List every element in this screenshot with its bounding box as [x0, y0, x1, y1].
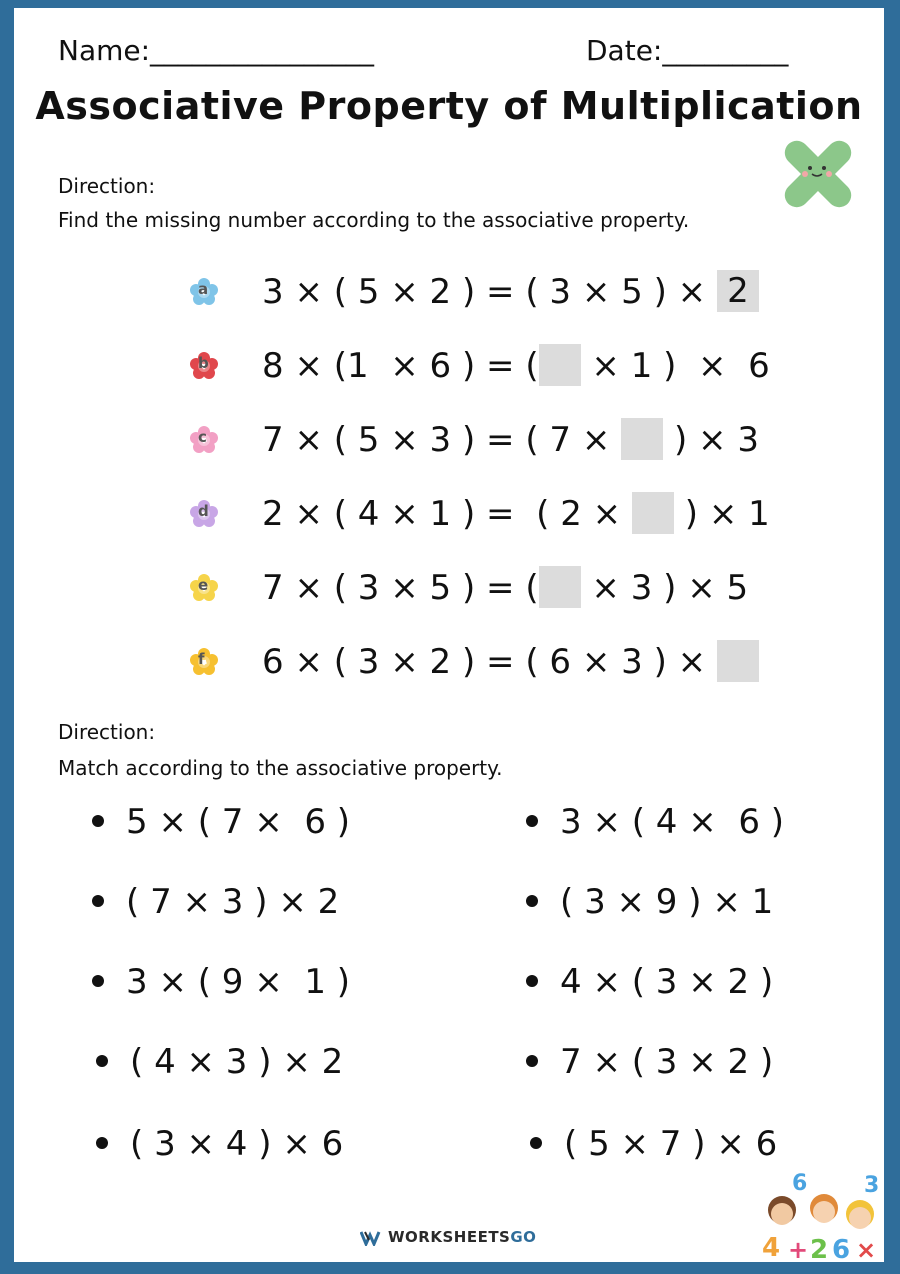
page-title: Associative Property of Multiplication: [35, 84, 863, 128]
equation-e-rest: × 3 ) × 5: [580, 568, 749, 608]
problem-e: [14, 564, 884, 614]
equation-f: [262, 642, 759, 682]
answer-box-d[interactable]: [632, 492, 674, 534]
bullet-dot: [92, 975, 104, 987]
match-left-4-text: ( 4 × 3 ) × 2: [130, 1042, 344, 1082]
problem-d: [14, 490, 884, 540]
svg-text:2: 2: [810, 1235, 829, 1262]
match-left-1-text: 5 × ( 7 × 6 ): [126, 802, 351, 842]
match-right-5-text: ( 5 × 7 ) × 6: [564, 1124, 778, 1164]
logo-brand-suffix: GO: [510, 1228, 537, 1246]
match-left-3-text: 3 × ( 9 × 1 ): [126, 962, 351, 1002]
equation-b: [262, 346, 770, 386]
match-right-4-text: 7 × ( 3 × 2 ): [560, 1042, 774, 1082]
equation-b-text: 8 × (1 × 6 ) = (: [262, 346, 539, 386]
kids-illustration-icon: [752, 1168, 884, 1262]
multiplication-mascot-icon: [772, 128, 864, 224]
logo-brand: WORKSHEETS: [388, 1228, 511, 1246]
svg-text:+: +: [788, 1236, 809, 1262]
instruction-1: Find the missing number according to the associative property.: [58, 208, 690, 232]
problem-f: [14, 638, 884, 688]
problem-letter-d: d: [198, 502, 209, 520]
bullet-dot: [92, 815, 104, 827]
problem-letter-b: b: [198, 354, 209, 372]
bullet-dot: [526, 1055, 538, 1067]
problem-b: [14, 342, 884, 392]
logo-w-icon: [360, 1230, 384, 1246]
answer-box-a[interactable]: 2: [717, 270, 759, 312]
direction-label-2: Direction:: [58, 720, 156, 744]
svg-text:6: 6: [792, 1171, 808, 1196]
equation-d-text: 2 × ( 4 × 1 ) = ( 2 ×: [262, 494, 632, 534]
equation-d: [262, 494, 770, 534]
bullet-dot: [526, 895, 538, 907]
equation-b-rest: × 1 ) × 6: [580, 346, 770, 386]
svg-text:×: ×: [856, 1236, 877, 1262]
match-left-4[interactable]: [96, 1042, 343, 1082]
worksheetsgo-logo: [360, 1228, 536, 1246]
answer-box-f[interactable]: [717, 640, 759, 682]
problem-letter-c: c: [198, 428, 207, 446]
problem-c: [14, 416, 884, 466]
svg-text:4: 4: [762, 1233, 781, 1262]
bullet-dot: [526, 975, 538, 987]
equation-d-rest: ) × 1: [673, 494, 770, 534]
equation-c-rest: ) × 3: [663, 420, 759, 460]
match-left-3[interactable]: [92, 962, 350, 1002]
match-right-2[interactable]: [526, 882, 773, 922]
equation-a: [262, 272, 759, 312]
match-left-1[interactable]: [92, 802, 350, 842]
equation-e-text: 7 × ( 3 × 5 ) = (: [262, 568, 539, 608]
match-right-4[interactable]: [526, 1042, 773, 1082]
answer-box-c[interactable]: [621, 418, 663, 460]
svg-text:3: 3: [864, 1173, 880, 1198]
problem-a: [14, 268, 884, 318]
problem-letter-e: e: [198, 576, 209, 594]
bullet-dot: [96, 1137, 108, 1149]
match-right-3[interactable]: [526, 962, 773, 1002]
bullet-dot: [92, 895, 104, 907]
direction-label-1: Direction:: [58, 174, 156, 198]
name-field-label: Name:________________: [58, 34, 375, 67]
equation-a-text: 3 × ( 5 × 2 ) = ( 3 × 5 ) ×: [262, 272, 717, 312]
equation-c: [262, 420, 759, 460]
match-right-5[interactable]: [530, 1124, 777, 1164]
equation-e: [262, 568, 748, 608]
answer-box-e[interactable]: [539, 566, 581, 608]
worksheet-page: [14, 8, 884, 1262]
match-right-2-text: ( 3 × 9 ) × 1: [560, 882, 774, 922]
answer-box-b[interactable]: [539, 344, 581, 386]
match-left-2[interactable]: [92, 882, 339, 922]
match-right-1-text: 3 × ( 4 × 6 ): [560, 802, 785, 842]
problem-letter-a: a: [198, 280, 209, 298]
equation-f-text: 6 × ( 3 × 2 ) = ( 6 × 3 ) ×: [262, 642, 717, 682]
bullet-dot: [526, 815, 538, 827]
match-left-5-text: ( 3 × 4 ) × 6: [130, 1124, 344, 1164]
bullet-dot: [96, 1055, 108, 1067]
instruction-2: Match according to the associative property.: [58, 756, 503, 780]
date-field-label: Date:_________: [586, 34, 789, 67]
svg-text:6: 6: [832, 1235, 851, 1262]
equation-c-text: 7 × ( 5 × 3 ) = ( 7 ×: [262, 420, 622, 460]
bullet-dot: [530, 1137, 542, 1149]
match-left-5[interactable]: [96, 1124, 343, 1164]
match-left-2-text: ( 7 × 3 ) × 2: [126, 882, 340, 922]
problem-letter-f: f: [198, 650, 205, 668]
match-right-1[interactable]: [526, 802, 784, 842]
match-right-3-text: 4 × ( 3 × 2 ): [560, 962, 774, 1002]
